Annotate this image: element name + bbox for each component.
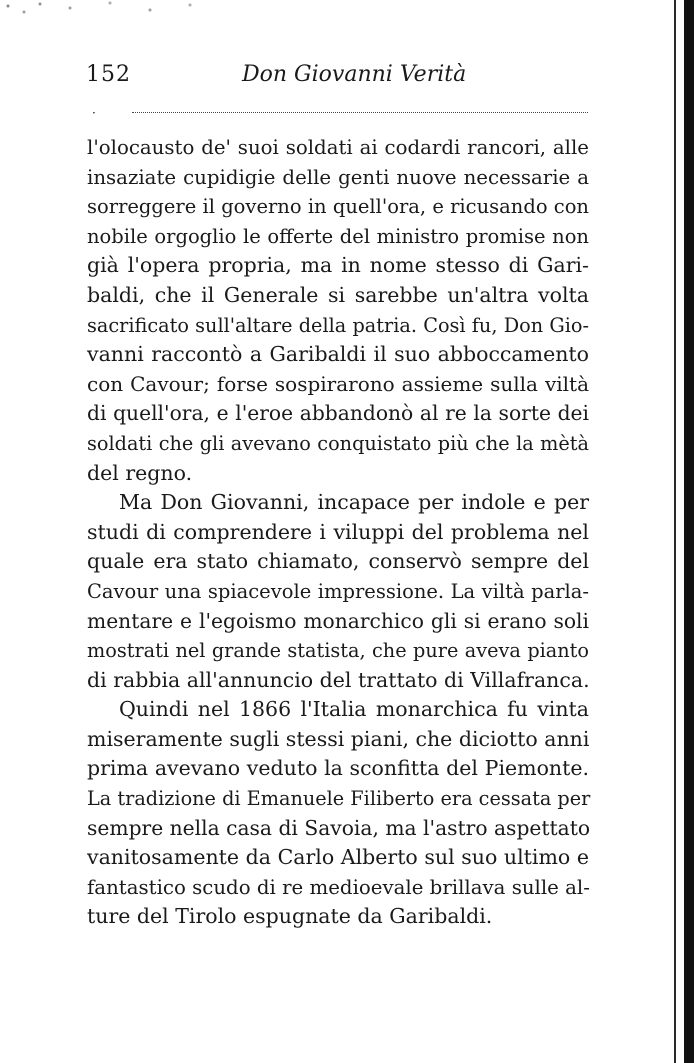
text-line: prima avevano veduto la sconfitta del Piemonte. [87, 756, 589, 781]
text-line: sorreggere il governo in quell'ora, e ricusando con [87, 195, 589, 219]
text-line: di rabbia all'annuncio del trattato di Villafranca. [87, 667, 590, 692]
text-line: La tradizione di Emanuele Filiberto era cessata per [87, 787, 591, 811]
text-line: studi di comprendere i viluppi del problema nel [87, 519, 589, 544]
text-line: Cavour una spiacevole impressione. La viltà parla- [87, 579, 589, 603]
text-line: l'olocausto de' suoi soldati ai codardi rancori, alle [87, 136, 589, 159]
text-line: soldati che gli avevano conquistato più che la mètà [87, 431, 589, 455]
text-line: baldi, che il Generale si sarebbe un'altra volta [87, 282, 589, 307]
text-line: mostrati nel grande statista, che pure aveva pianto [87, 639, 589, 663]
rule-mark: · [92, 106, 96, 120]
text-line: di quell'ora, e l'eroe abbandonò al re la sorte dei [87, 401, 589, 426]
page-number: 152 [86, 62, 131, 87]
text-line: sacrificato sull'altare della patria. Così fu, Don Gio- [87, 313, 589, 337]
text-line: Ma Don Giovanni, incapace per indole e per [119, 490, 589, 515]
text-line: con Cavour; forse sospirarono assieme sulla viltà [87, 371, 589, 396]
text-line: del regno. [87, 460, 193, 485]
text-line: Quindi nel 1866 l'Italia monarchica fu vinta [119, 697, 589, 722]
text-line: mentare e l'egoismo monarchico gli si erano soli [87, 608, 589, 633]
text-line: ture del Tirolo espugnate da Garibaldi. [87, 904, 493, 929]
text-line: miseramente sugli stessi piani, che diciotto anni [87, 726, 590, 751]
page-header [86, 62, 586, 98]
text-line: sempre nella casa di Savoia, ma l'astro aspettato [87, 815, 591, 840]
running-title: Don Giovanni Verità [242, 62, 467, 87]
paragraph [87, 133, 589, 488]
paragraph [87, 695, 589, 932]
text-line: quale era stato chiamato, conservò sempre del [87, 549, 589, 574]
text-line: già l'opera propria, ma in nome stesso di Gari- [87, 253, 589, 278]
text-line: vanni raccontò a Garibaldi il suo abboccamento [87, 342, 589, 367]
page-edge [666, 0, 694, 1063]
header-rule [132, 112, 588, 113]
scan-artifact [0, 0, 230, 40]
text-line: fantastico scudo di re medioevale brillava sulle al- [87, 875, 590, 899]
body-text [87, 133, 589, 932]
text-line: vanitosamente da Carlo Alberto sul suo ultimo e [87, 845, 589, 870]
paragraph [87, 488, 589, 695]
text-line: insaziate cupidigie delle genti nuove necessarie a [87, 165, 589, 189]
text-line: nobile orgoglio le offerte del ministro promise non [87, 224, 589, 248]
